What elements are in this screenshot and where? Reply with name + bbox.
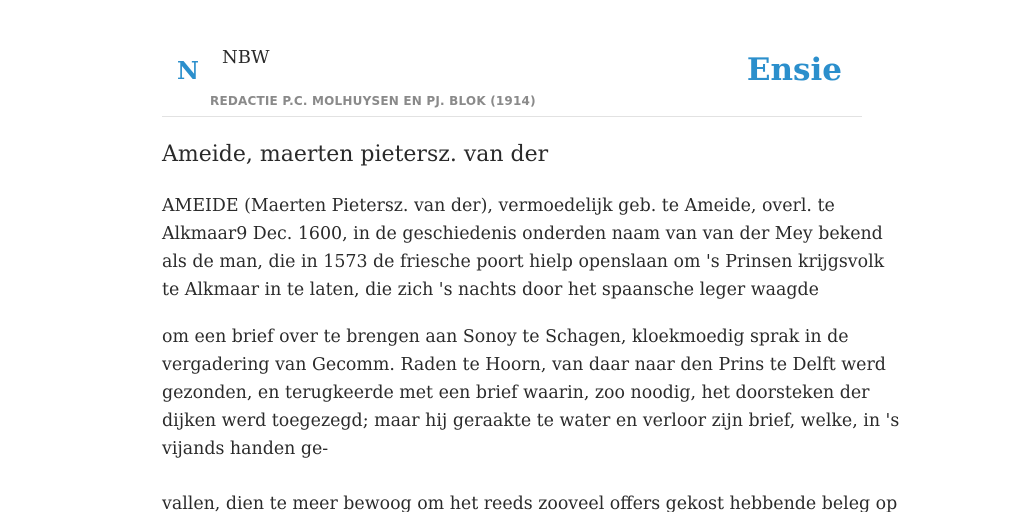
text-line: gezonden, en terugkeerde met een brief waarin, zoo noodig, het doorsteken der xyxy=(162,383,870,403)
ensie-logo[interactable]: Ensie xyxy=(746,52,842,88)
entry-paragraph xyxy=(162,323,900,463)
book-logo-icon[interactable]: N xyxy=(177,56,199,85)
text-line: Alkmaar9 Dec. 1600, in de geschiedenis onderden naam van van der Mey bekend xyxy=(162,224,883,244)
entry-paragraph xyxy=(162,490,898,512)
text-line: om een brief over te brengen aan Sonoy te Schagen, kloekmoedig sprak in de xyxy=(162,327,849,347)
text-line: vergadering van Gecomm. Raden te Hoorn, van daar naar den Prins te Delft werd xyxy=(162,355,886,375)
text-line: als de man, die in 1573 de friesche poort hielp openslaan om 's Prinsen krijgsvolk xyxy=(162,252,885,272)
book-code[interactable]: NBW xyxy=(222,47,270,68)
text-line: vallen, dien te meer bewoog om het reeds zooveel offers gekost hebbende beleg op xyxy=(162,494,898,512)
book-header xyxy=(162,0,862,117)
book-editors: REDACTIE P.C. MOLHUYSEN EN PJ. BLOK (1914) xyxy=(210,94,536,108)
text-line: vijands handen ge- xyxy=(162,439,329,459)
entry-paragraph xyxy=(162,192,885,304)
entry-title: Ameide, maerten pietersz. van der xyxy=(162,142,549,167)
text-line: te Alkmaar in te laten, die zich 's nachts door het spaansche leger waagde xyxy=(162,280,819,300)
text-line: AMEIDE (Maerten Pietersz. van der), vermoedelijk geb. te Ameide, overl. te xyxy=(162,196,835,216)
text-line: dijken werd toegezegd; maar hij geraakte te water en verloor zijn brief, welke, in 's xyxy=(162,411,900,431)
